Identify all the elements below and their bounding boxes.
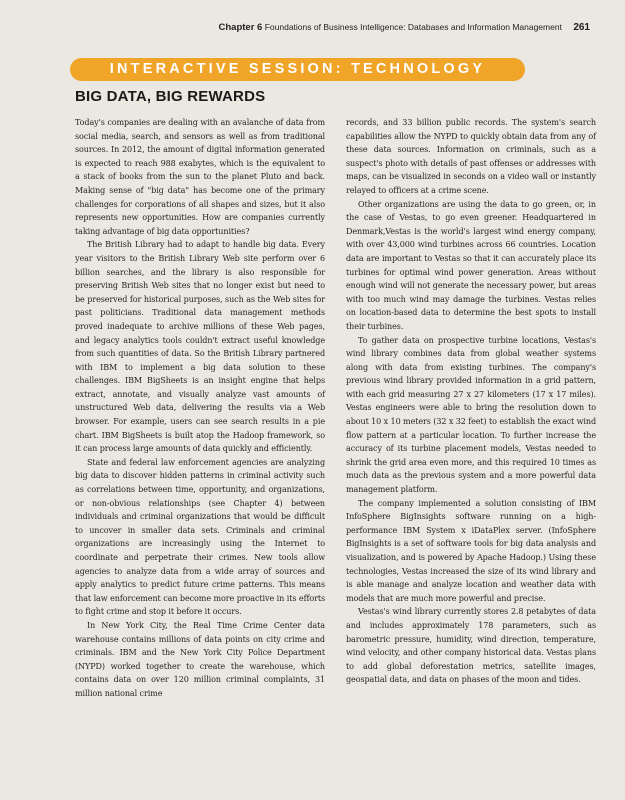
article-body — [75, 116, 596, 701]
page-number: 261 — [573, 22, 590, 33]
paragraph: To gather data on prospective turbine locations, Vestas's wind library combines data from global weather systems along with data from existing turbines. The company's previous wind library provided information in a grid pattern, with each grid measuring 27 x 27 kilometers (17 x 17 miles). Vestas engineers were able to bring the resolution down to about 10 x 10 meters (32 x 32 feet) to establish the exact wind flow pattern at a particular location. To further increase the accuracy of its turbine placement models, Vestas needed to shrink the grid area even more, and this required 10 times as much data as the previous system and a more powerful data management platform. — [346, 335, 596, 495]
right-column — [346, 116, 596, 701]
paragraph: In New York City, the Real Time Crime Center data warehouse contains millions of data points on city crime and criminals. IBM and the New York City Police Department (NYPD) worked together to create the warehouse, which contains data on over 120 million criminal complaints, 31 million national crime — [75, 620, 325, 698]
left-column — [75, 116, 325, 701]
paragraph: State and federal law enforcement agencies are analyzing big data to discover hidden patterns in criminal activity such as correlations between time, opportunity, and organizations, or non-obvious relationships (see Chapter 4) between individuals and criminal organizations that would be difficult to uncover in smaller data sets. Criminals and criminal organizations are increasingly using the Internet to coordinate and perpetrate their crimes. New tools allow agencies to analyze data from a wide array of sources and apply analytics to predict future crime patterns. This means that law enforcement can become more proactive in its efforts to fight crime and stop it before it occurs. — [75, 457, 325, 617]
chapter-title: Foundations of Business Intelligence: Databases and Information Management — [264, 22, 562, 32]
chapter-label: Chapter 6 — [218, 22, 263, 33]
paragraph: Vestas's wind library currently stores 2.8 petabytes of data and includes approximately 178 parameters, such as barometric pressure, humidity, wind direction, temperature, wind velocity, and other company historical data. Vestas plans to add global deforestation metrics, satellite images, geospatial data, and data on phases of the moon and tides. — [346, 607, 596, 685]
running-header — [219, 22, 590, 33]
paragraph: Today's companies are dealing with an avalanche of data from social media, search, and sensors as well as from traditional sources. In 2012, the amount of digital information generated is expected to reach 988 exabytes, which is the equivalent to a stack of books from the sun to the planet Pluto and back. Making sense of "big data" has become one of the primary challenges for corporations of all shapes and sizes, but it also represents new opportunities. How are companies currently taking advantage of big data opportunities? — [75, 118, 325, 236]
paragraph: records, and 33 billion public records. The system's search capabilities allow the NYPD to quickly obtain data from any of these data sources. Information on criminals, such as a suspect's photo with details of past offenses or addresses with maps, can be visualized in seconds on a video wall or instantly relayed to officers at a crime scene. — [346, 118, 596, 195]
article-title: BIG DATA, BIG REWARDS — [75, 88, 266, 105]
paragraph: The company implemented a solution consisting of IBM InfoSphere BigInsights software running on a high-performance IBM System x iDataPlex server. (InfoSphere BigInsights is a set of software tools for big data analysis and visualization, and is powered by Apache Hadoop.) Using these technologies, Vestas increased the size of its wind library and is able manage and analyze location and weather data with models that are much more powerful and precise. — [346, 498, 596, 603]
paragraph: The British Library had to adapt to handle big data. Every year visitors to the British Library Web site perform over 6 billion searches, and the library is also responsible for preserving British Web sites that no longer exist but need to be preserved for historical purposes, such as the Web sites for past politicians. Traditional data management methods proved inadequate to archive millions of these Web pages, and legacy analytics tools couldn't extract useful knowledge from such quantities of data. So the British Library partnered with IBM to implement a big data solution to these challenges. IBM BigSheets is an insight engine that helps extract, annotate, and visually analyze vast amounts of unstructured Web data, delivering the results via a Web browser. For example, users can see search results in a pie chart. IBM BigSheets is built atop the Hadoop framework, so it can process large amounts of data quickly and efficiently. — [75, 240, 325, 454]
paragraph: Other organizations are using the data to go green, or, in the case of Vestas, to go even greener. Headquartered in Denmark,Vestas is the world's largest wind energy company, with over 43,000 wind turbines across 66 countries. Location data are important to Vestas so that it can accurately place its turbines for optimal wind power generation. Areas without enough wind will not generate the necessary power, but areas with too much wind may damage the turbines. Vestas relies on location-based data to determine the best spots to install their turbines. — [346, 199, 596, 331]
session-banner: INTERACTIVE SESSION: TECHNOLOGY — [70, 58, 525, 81]
